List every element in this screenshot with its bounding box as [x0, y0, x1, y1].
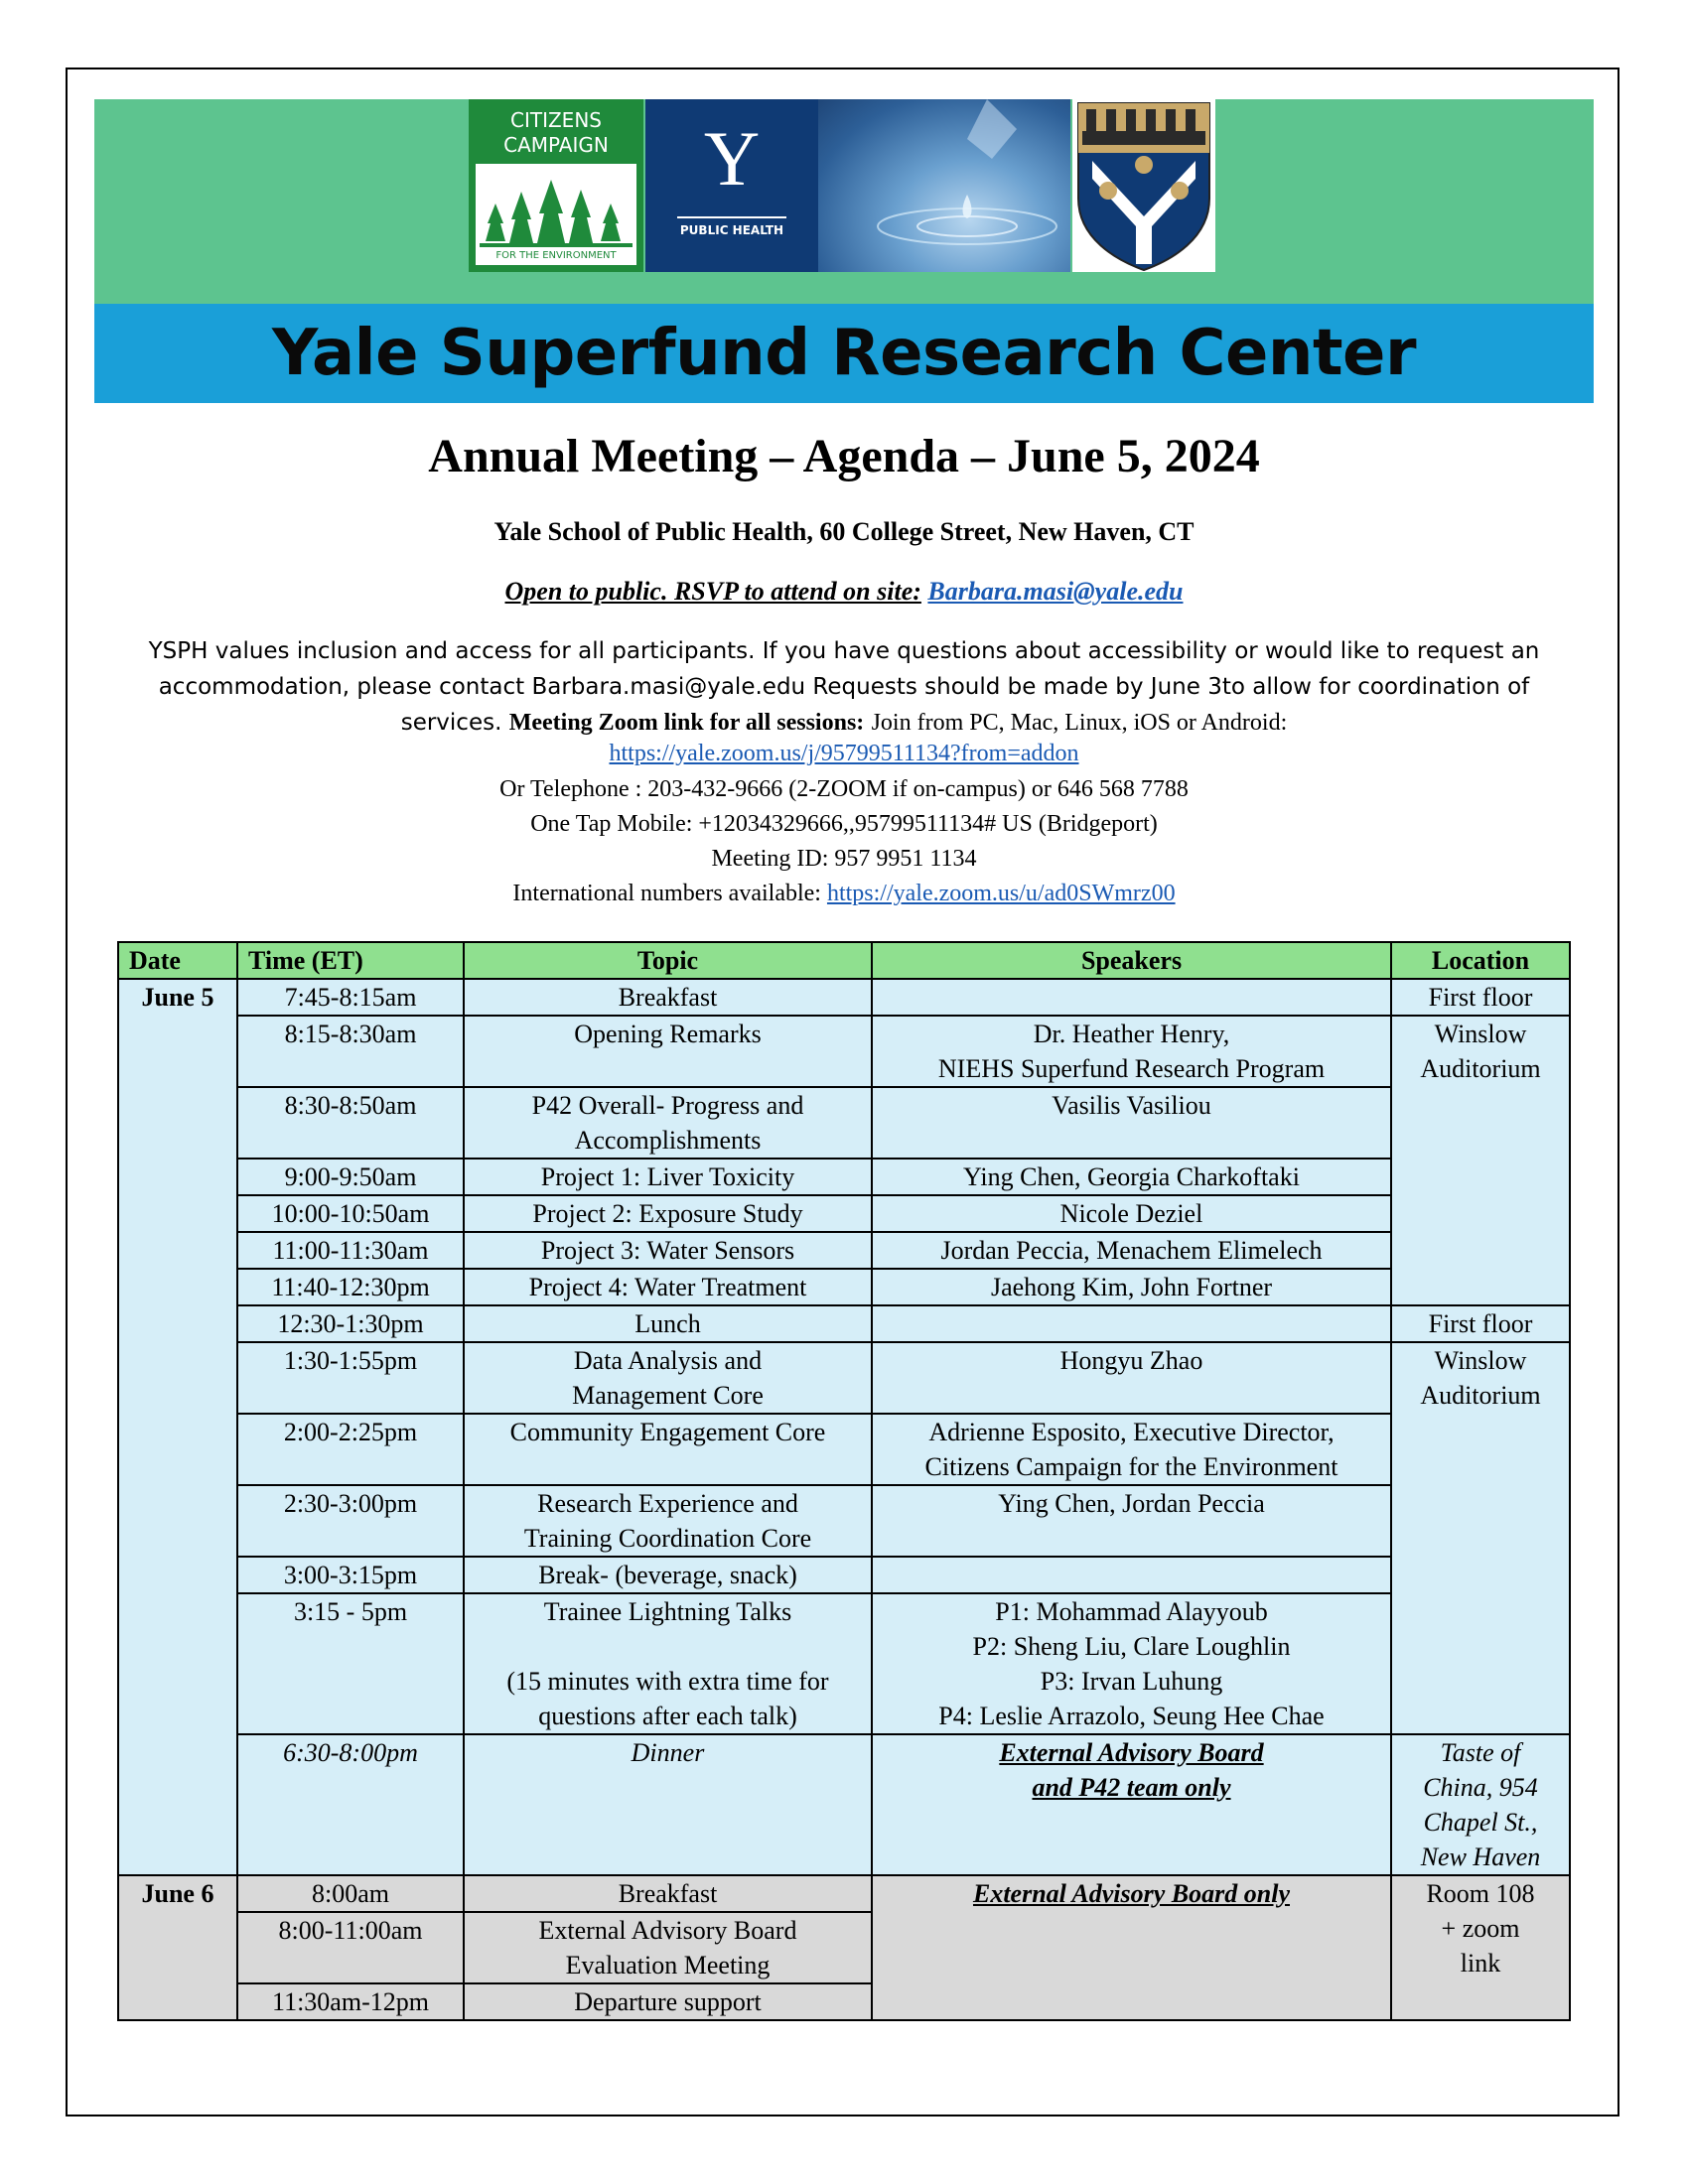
topic-cell: Opening Remarks [464, 1016, 872, 1087]
location-line: Chapel St., [1423, 1808, 1538, 1837]
time-cell: 3:00-3:15pm [237, 1557, 464, 1593]
one-tap-line: One Tap Mobile: +12034329666,,95799511134# US (Bridgeport) [530, 811, 1158, 837]
table-row [118, 979, 1570, 1016]
topic-cell [464, 1912, 872, 1983]
international-line [94, 877, 1594, 910]
topic-cell [464, 1593, 872, 1734]
speakers-cell: Ying Chen, Georgia Charkoftaki [872, 1159, 1391, 1195]
topic-cell: Break- (beverage, snack) [464, 1557, 872, 1593]
banner-title: Yale Superfund Research Center [272, 317, 1416, 390]
date-june-6: June 6 [118, 1875, 237, 2020]
trees-icon [476, 164, 636, 253]
rsvp-line [94, 576, 1594, 608]
time-cell: 12:30-1:30pm [237, 1305, 464, 1342]
location-cell [1391, 1734, 1570, 1875]
location-winslow-auditorium-2 [1391, 1342, 1570, 1734]
speakers-cell: Jaehong Kim, John Fortner [872, 1269, 1391, 1305]
table-row [118, 1485, 1570, 1557]
speaker-line: NIEHS Superfund Research Program [937, 1054, 1326, 1083]
topic-line: Research Experience and [537, 1489, 798, 1518]
topic-cell: Departure support [464, 1983, 872, 2020]
speaker-line: External Advisory Board only [972, 1879, 1290, 1908]
international-numbers-link[interactable]: https://yale.zoom.us/u/ad0SWmrz00 [826, 881, 1176, 906]
time-cell: 11:40-12:30pm [237, 1269, 464, 1305]
time-cell: 2:30-3:00pm [237, 1485, 464, 1557]
accessibility-line-3-start: services. [400, 710, 502, 736]
zoom-url-line [94, 737, 1594, 770]
speakers-cell: Vasilis Vasiliou [872, 1087, 1391, 1159]
topic-cell [464, 1485, 872, 1557]
location-line: link [1460, 1949, 1501, 1978]
topic-line: (15 minutes with extra time for [506, 1667, 829, 1696]
speakers-cell [872, 1593, 1391, 1734]
table-row [118, 1342, 1570, 1414]
topic-line: Training Coordination Core [523, 1524, 812, 1553]
topic-line: Trainee Lightning Talks [543, 1597, 792, 1626]
location-line: + zoom [1441, 1914, 1520, 1943]
table-row [118, 1159, 1570, 1195]
topic-line: Management Core [572, 1381, 764, 1410]
location-line: Room 108 [1426, 1879, 1535, 1908]
yale-logo-subtitle: PUBLIC HEALTH [679, 223, 784, 237]
speaker-line: P3: Irvan Luhung [1040, 1667, 1223, 1696]
location-line: Auditorium [1420, 1054, 1541, 1083]
topic-cell: Project 2: Exposure Study [464, 1195, 872, 1232]
table-row [118, 1305, 1570, 1342]
topic-line: Evaluation Meeting [565, 1951, 771, 1979]
time-cell: 1:30-1:55pm [237, 1342, 464, 1414]
zoom-join-text: Join from PC, Mac, Linux, iOS or Android: [871, 710, 1288, 736]
citizens-campaign-logo [469, 99, 643, 272]
speakers-cell [872, 1305, 1391, 1342]
zoom-meeting-link[interactable]: https://yale.zoom.us/j/95799511134?from=addon [609, 741, 1079, 766]
location-winslow-auditorium [1391, 1016, 1570, 1305]
speaker-line: Adrienne Esposito, Executive Director, [928, 1418, 1335, 1446]
agenda-table [117, 941, 1571, 2021]
meeting-id-line: Meeting ID: 957 9951 1134 [711, 846, 977, 872]
time-cell: 8:00-11:00am [237, 1912, 464, 1983]
topic-line: questions after each talk) [538, 1702, 797, 1730]
time-cell: 8:15-8:30am [237, 1016, 464, 1087]
header-date: Date [118, 942, 237, 979]
table-row [118, 1195, 1570, 1232]
citizens-logo-footer: FOR THE ENVIRONMENT [476, 247, 636, 265]
speakers-cell: Jordan Peccia, Menachem Elimelech [872, 1232, 1391, 1269]
time-cell: 2:00-2:25pm [237, 1414, 464, 1485]
topic-line: Accomplishments [574, 1126, 762, 1155]
yale-public-health-logo [645, 99, 818, 272]
topic-cell: Breakfast [464, 979, 872, 1016]
location-cell: First floor [1391, 1305, 1570, 1342]
time-cell: 3:15 - 5pm [237, 1593, 464, 1734]
location-line: New Haven [1420, 1843, 1541, 1871]
topic-cell: Dinner [464, 1734, 872, 1875]
location-cell [1391, 1875, 1570, 2020]
header-speakers: Speakers [872, 942, 1391, 979]
topic-line-spacer [469, 1629, 867, 1664]
table-row [118, 1087, 1570, 1159]
location-line: Winslow [1434, 1346, 1527, 1375]
table-row [118, 1232, 1570, 1269]
citizens-logo-line1: CITIZENS [510, 108, 602, 132]
table-row [118, 1593, 1570, 1734]
telephone-line: Or Telephone : 203-432-9666 (2-ZOOM if on-campus) or 646 568 7788 [499, 776, 1189, 802]
topic-line: Data Analysis and [573, 1346, 763, 1375]
speakers-cell: Nicole Deziel [872, 1195, 1391, 1232]
speaker-line: Citizens Campaign for the Environment [924, 1452, 1338, 1481]
time-cell: 6:30-8:00pm [237, 1734, 464, 1875]
header-time: Time (ET) [237, 942, 464, 979]
citizens-logo-line2: CAMPAIGN [503, 133, 609, 157]
location-line: China, 954 [1423, 1773, 1538, 1802]
accessibility-statement [99, 633, 1589, 741]
table-row [118, 1269, 1570, 1305]
table-row [118, 1016, 1570, 1087]
table-row [118, 1414, 1570, 1485]
venue-address: Yale School of Public Health, 60 College Street, New Haven, CT [493, 517, 1195, 546]
speakers-cell [872, 1016, 1391, 1087]
location-line: Auditorium [1420, 1381, 1541, 1410]
time-cell: 11:30am-12pm [237, 1983, 464, 2020]
rsvp-email-link[interactable]: Barbara.masi@yale.edu [927, 577, 1184, 606]
international-label: International numbers available: [512, 881, 821, 906]
topic-cell: Project 3: Water Sensors [464, 1232, 872, 1269]
page-title: Annual Meeting – Agenda – June 5, 2024 [428, 430, 1260, 482]
speaker-line: P1: Mohammad Alayyoub [995, 1597, 1268, 1626]
speakers-cell: Hongyu Zhao [872, 1342, 1391, 1414]
yale-shield-logo [1072, 99, 1215, 272]
accessibility-line-2: accommodation, please contact Barbara.masi@yale.edu Requests should be made by June 3to allow for coordination of [158, 674, 1530, 700]
time-cell: 11:00-11:30am [237, 1232, 464, 1269]
table-row [118, 1875, 1570, 1912]
speaker-line: Dr. Heather Henry, [1033, 1020, 1230, 1048]
time-cell: 10:00-10:50am [237, 1195, 464, 1232]
table-row [118, 1734, 1570, 1875]
speakers-cell [872, 1734, 1391, 1875]
speakers-cell [872, 979, 1391, 1016]
water-drop-image [818, 99, 1070, 272]
time-cell: 8:00am [237, 1875, 464, 1912]
topic-line: External Advisory Board [538, 1916, 797, 1945]
accessibility-line-1: YSPH values inclusion and access for all participants. If you have questions about accessibility or would like to request an [148, 638, 1540, 664]
date-june-5: June 5 [118, 979, 237, 1875]
rsvp-text: Open to public. RSVP to attend on site: [504, 577, 921, 606]
topic-line: P42 Overall- Progress and [531, 1091, 804, 1120]
yale-logo-rule [677, 216, 786, 218]
location-cell: First floor [1391, 979, 1570, 1016]
time-cell: 8:30-8:50am [237, 1087, 464, 1159]
header-location: Location [1391, 942, 1570, 979]
speakers-cell: Ying Chen, Jordan Peccia [872, 1485, 1391, 1557]
topic-cell: Community Engagement Core [464, 1414, 872, 1485]
time-cell: 9:00-9:50am [237, 1159, 464, 1195]
header-topic: Topic [464, 942, 872, 979]
agenda-header-row [118, 942, 1570, 979]
speaker-line: P2: Sheng Liu, Clare Loughlin [972, 1632, 1291, 1661]
topic-cell [464, 1342, 872, 1414]
topic-cell: Breakfast [464, 1875, 872, 1912]
topic-cell: Project 4: Water Treatment [464, 1269, 872, 1305]
speakers-cell [872, 1875, 1391, 2020]
location-line: Winslow [1434, 1020, 1527, 1048]
speaker-line: External Advisory Board [999, 1738, 1264, 1767]
topic-cell: Lunch [464, 1305, 872, 1342]
yale-logo-letter: Y [703, 115, 761, 202]
speaker-line: P4: Leslie Arrazolo, Seung Hee Chae [938, 1702, 1325, 1730]
zoom-link-label: Meeting Zoom link for all sessions: [508, 710, 865, 736]
speakers-cell [872, 1557, 1391, 1593]
time-cell: 7:45-8:15am [237, 979, 464, 1016]
accessibility-line-3 [99, 705, 1589, 741]
topic-cell [464, 1087, 872, 1159]
table-row [118, 1557, 1570, 1593]
location-line: Taste of [1440, 1738, 1521, 1767]
speakers-cell [872, 1414, 1391, 1485]
speaker-line: and P42 team only [1032, 1773, 1231, 1802]
topic-cell: Project 1: Liver Toxicity [464, 1159, 872, 1195]
